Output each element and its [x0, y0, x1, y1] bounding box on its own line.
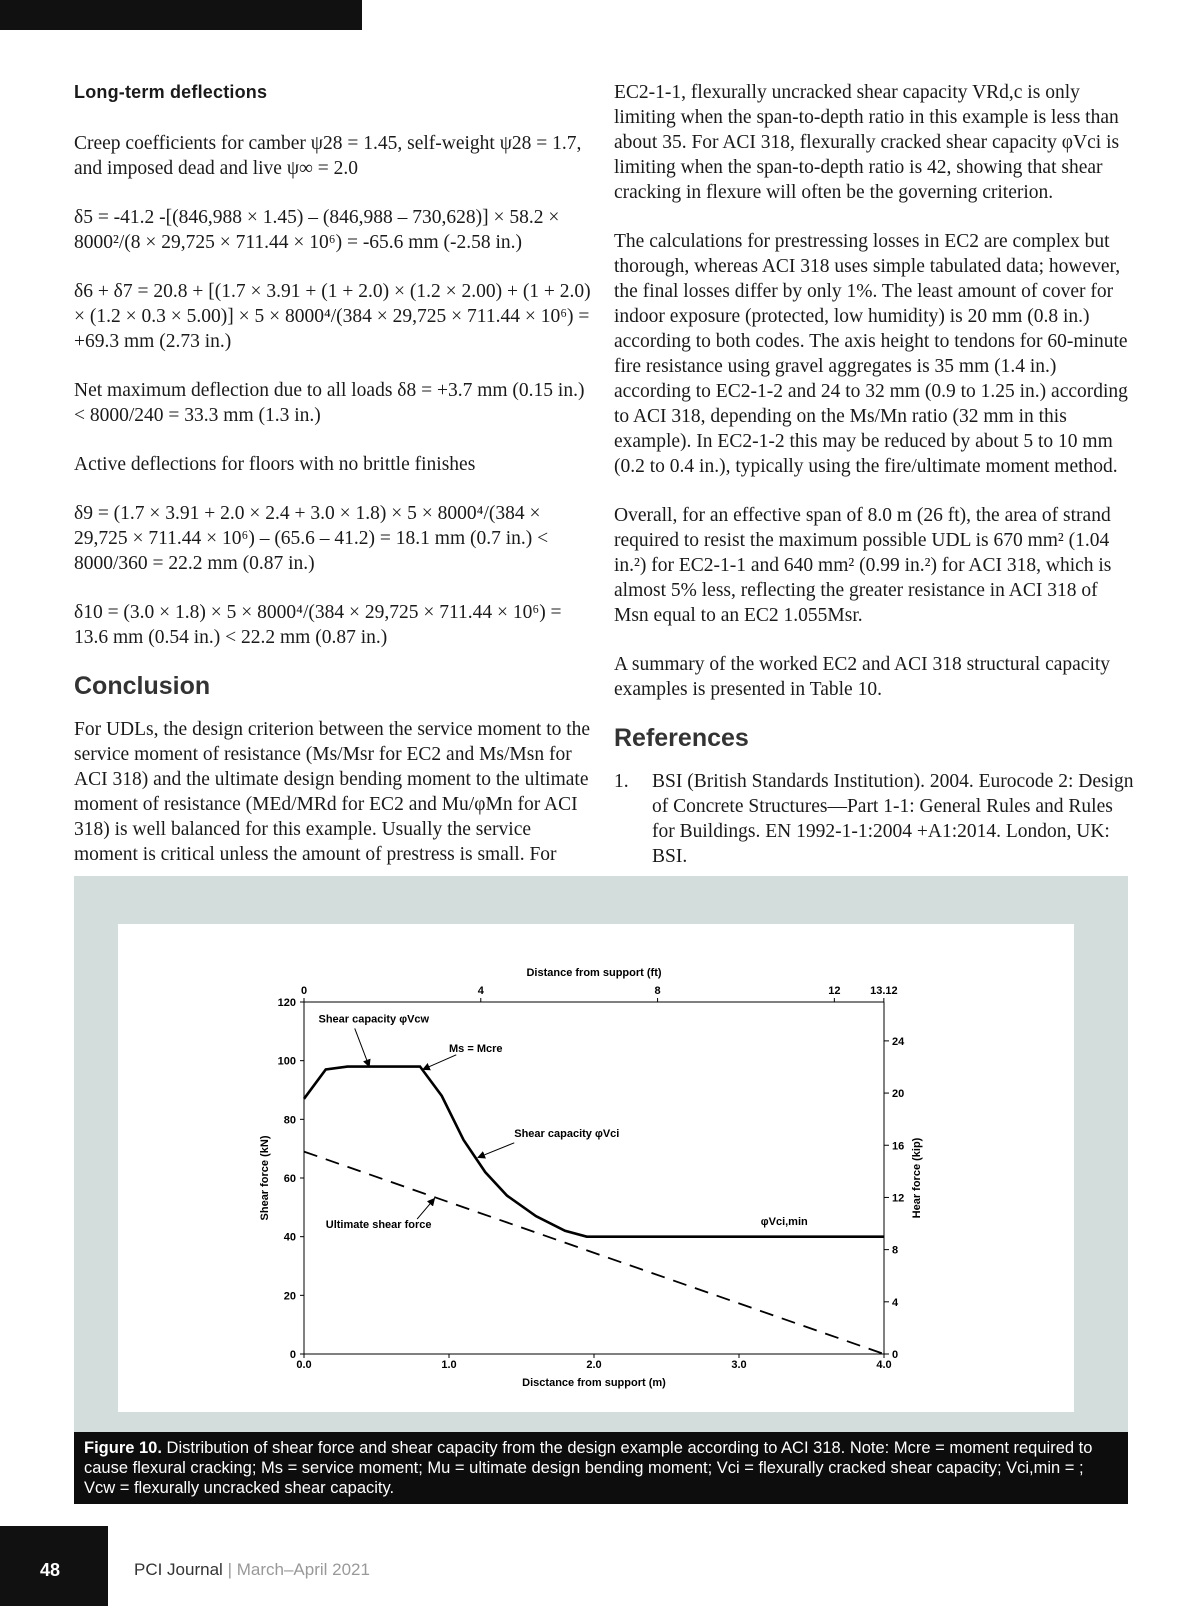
equation-delta5: δ5 = -41.2 -[(846,988 × 1.45) – (846,988 – 730,628)] × 58.2 × 8000²/(8 × 29,725 × 711.44 × 10⁶) = -65.6 mm (-2.58 in.) [74, 207, 560, 253]
y-tick-label: 60 [283, 1173, 296, 1185]
x-tick-label: 0.0 [296, 1359, 312, 1371]
y2-tick-label: 0 [892, 1349, 899, 1361]
equation-delta6-7: δ6 + δ7 = 20.8 + [(1.7 × 3.91 + (1 + 2.0) × (1.2 × 2.00) + (1 + 2.0) × (1.2 × 0.3 × 5.00)] × 5 × 8000⁴/(384 × 29,725 × 711.44 × 10⁶) = +69.3 mm (2.73 in.) [74, 281, 591, 352]
y2-tick-label: 16 [892, 1140, 905, 1153]
annotation-arrow [423, 1055, 456, 1070]
shear-force-chart [118, 924, 1074, 1412]
x2-tick-label: 4 [477, 985, 484, 997]
section-heading-conclusion: Conclusion [74, 672, 211, 700]
right-column [614, 80, 1134, 869]
y2-tick-label: 8 [892, 1244, 899, 1257]
annotation-arrow [355, 1028, 370, 1066]
equation-delta8: Net maximum deflection due to all loads δ8 = +3.7 mm (0.15 in.) < 8000/240 = 33.3 mm (1.3 in.) [74, 380, 585, 426]
annotation-arrow [417, 1199, 434, 1220]
conclusion-paragraph: For UDLs, the design criterion between the service moment to the service moment of resistance (Ms/Msr for EC2 and Ms/Msn for ACI 318) and the ultimate design bending moment to the ultimate moment of resistance (MEd/MRd for EC2 and Mu/φMn for ACI 318) is well balanced for this example. Usually the service moment is critical unless the amount of prestress is small. For [74, 719, 591, 865]
y-tick-label: 100 [277, 1055, 296, 1068]
x-tick-label: 2.0 [586, 1359, 602, 1371]
paragraph: EC2-1-1, flexurally uncracked shear capacity VRd,c is only limiting when the span-to-depth ratio in this example is less than about 35. For ACI 318, flexurally cracked shear capacity φVci is limiting when the span-to-depth ratio is 42, showing that shear cracking in flexure will often be the governing criterion. [614, 82, 1120, 203]
x2-tick-label: 8 [654, 985, 661, 997]
y2-tick-label: 20 [892, 1088, 905, 1101]
x-tick-label: 3.0 [731, 1359, 747, 1371]
paragraph: Active deflections for floors with no brittle finishes [74, 454, 476, 475]
chart-annotation: φVci,min [760, 1215, 808, 1228]
y-tick-label: 0 [289, 1349, 296, 1361]
footer [134, 1560, 370, 1580]
reference-item [614, 769, 1134, 869]
footer-separator: | [227, 1560, 232, 1579]
shear-capacity-line [304, 1067, 884, 1237]
paragraph: Creep coefficients for camber ψ28 = 1.45, self-weight ψ28 = 1.7, and imposed dead and live ψ∞ = 2.0 [74, 133, 582, 179]
y-tick-label: 80 [283, 1114, 296, 1127]
x-axis-title: Disctance from support (m) [522, 1377, 666, 1389]
reference-number: 1. [614, 771, 629, 792]
y2-tick-label: 4 [892, 1296, 899, 1309]
chart-annotation: Shear capacity φVci [514, 1127, 620, 1140]
section-heading-references: References [614, 724, 749, 752]
annotation-arrow [478, 1143, 514, 1158]
issue-date: March–April 2021 [236, 1560, 370, 1579]
y2-tick-label: 24 [892, 1035, 905, 1048]
y-tick-label: 120 [277, 997, 296, 1009]
figure-caption [74, 1432, 1128, 1504]
paragraph: A summary of the worked EC2 and ACI 318 structural capacity examples is presented in Table 10. [614, 654, 1111, 700]
ultimate-shear-force-line [304, 1152, 884, 1354]
x2-tick-label: 0 [300, 985, 308, 997]
paragraph: The calculations for prestressing losses in EC2 are complex but thorough, whereas ACI 318 uses simple tabulated data; however, the final losses differ by only 1%. The least amount of cover for indoor exposure (protected, low humidity) is 20 mm (0.8 in.) according to both codes. The axis height to tendons for 60-minute fire resistance using gravel aggregates is 35 mm (1.4 in.) according to EC2-1-2 and 24 to 32 mm (0.9 to 1.25 in.) according to ACI 318, depending on the Ms/Mn ratio (32 mm in this example). In EC2-1-2 this may be reduced by about 5 to 10 mm (0.2 to 0.4 in.), typically using the fire/ultimate moment method. [614, 231, 1128, 477]
y2-axis-title: Hear force (kip) [911, 1137, 923, 1219]
x2-tick-label: 12 [828, 985, 841, 997]
left-column [74, 80, 594, 891]
figure-panel [74, 876, 1128, 1436]
page-number-box [0, 1526, 108, 1606]
x-tick-label: 4.0 [876, 1359, 892, 1371]
chart-annotation: Shear capacity φVcw [318, 1013, 430, 1026]
chart-area [118, 924, 1074, 1412]
x2-axis-title: Distance from support (ft) [526, 967, 662, 979]
x-tick-label: 1.0 [441, 1359, 457, 1371]
page-number: 48 [40, 1560, 61, 1580]
y-axis-title: Shear force (kN) [259, 1135, 271, 1221]
chart-annotation: Ultimate shear force [325, 1218, 432, 1231]
equation-delta10: δ10 = (3.0 × 1.8) × 5 × 8000⁴/(384 × 29,725 × 711.44 × 10⁶) = 13.6 mm (0.54 in.) < 22.2 mm (0.87 in.) [74, 602, 562, 648]
x2-tick-label: 13.12 [870, 985, 898, 997]
caption-label: Figure 10. [84, 1439, 162, 1457]
paragraph: Overall, for an effective span of 8.0 m (26 ft), the area of strand required to resist the maximum possible UDL is 670 mm² (1.04 in.²) for EC2-1-1 and 640 mm² (0.99 in.²) for ACI 318, which is almost 5% less, reflecting the greater resistance in ACI 318 of Msn equal to an EC2 1.055Msr. [614, 505, 1112, 626]
y-tick-label: 20 [283, 1290, 296, 1303]
caption-text: Distribution of shear force and shear capacity from the design example according to ACI 318. Note: Mcre = moment required to cause flexural cracking; Ms = service moment; Mu = ultimate design bending moment; Vci = flexurally cracked shear capacity; Vci,min = ; Vcw = flexurally uncracked shear capacity. [84, 1439, 1093, 1497]
section-heading-long-term-deflections: Long-term deflections [74, 82, 268, 102]
equation-delta9: δ9 = (1.7 × 3.91 + 2.0 × 2.4 + 3.0 × 1.8) × 5 × 8000⁴/(384 × 29,725 × 711.44 × 10⁶) – (65.6 – 41.2) = 18.1 mm (0.7 in.) < 8000/360 = 22.2 mm (0.87 in.) [74, 503, 549, 574]
journal-name: PCI Journal [134, 1560, 223, 1579]
chart-annotation: Ms = Mcre [449, 1042, 503, 1055]
reference-text: BSI (British Standards Institution). 2004. Eurocode 2: Design of Concrete Structures—Part 1-1: General Rules and Rules for Buildings. EN 1992-1-1:2004 +A1:2014. London, UK: BSI. [652, 771, 1134, 867]
y-tick-label: 40 [283, 1231, 296, 1244]
y2-tick-label: 12 [892, 1192, 905, 1205]
header-bar [0, 0, 362, 30]
